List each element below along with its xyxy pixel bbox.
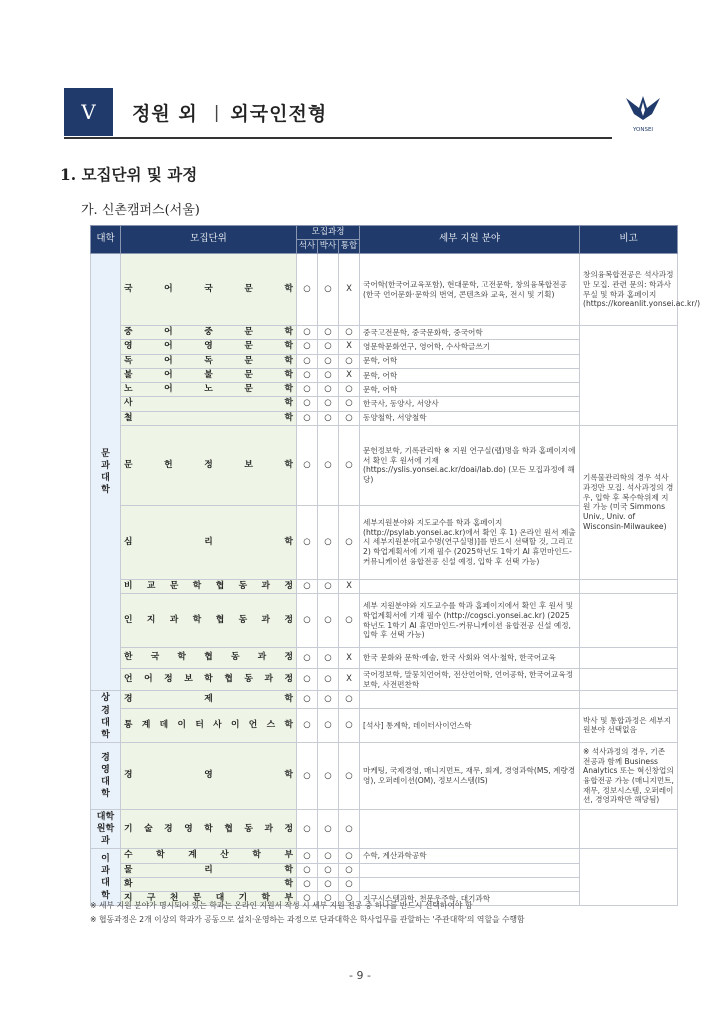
unit-name: 화 학	[124, 878, 293, 889]
doctoral-mark: ○	[318, 708, 339, 742]
table-row	[91, 691, 678, 708]
header-unit: 모집단위	[121, 226, 297, 254]
unit-name: 언 어 정 보 학 협 동 과 정	[124, 674, 293, 685]
unit-cell	[121, 877, 297, 891]
unit-name: 기 술 경 영 학 협 동 과 정	[124, 823, 293, 834]
college-cell	[91, 810, 121, 849]
program-table	[90, 225, 701, 906]
doctoral-mark: ○	[318, 691, 339, 708]
detail-cell: 문학, 어학	[360, 383, 580, 397]
detail-cell	[360, 579, 580, 593]
svg-text:YONSEI: YONSEI	[632, 127, 654, 133]
detail-cell: 문헌정보학, 기록관리학 ※ 지원 연구실(랩)명을 학과 홈페이지에서 확인 후 원서에 기재 (https://yslis.yonsei.ac.kr/doai/lab.do) (모든 모집과정에 해당)	[360, 425, 580, 505]
integrated-mark: X	[339, 340, 360, 354]
detail-cell	[360, 691, 580, 708]
integrated-mark: ○	[339, 505, 360, 579]
note-cell	[580, 326, 678, 426]
unit-name: 경 영 학	[124, 770, 293, 781]
unit-name: 한 국 학 협 동 과 정	[124, 652, 293, 663]
college-cell	[91, 254, 121, 691]
detail-cell: 세부 지원분야와 지도교수를 학과 홈페이지에서 확인 후 원서 및 학업계획서에 기재 필수 (http://cogsci.yonsei.ac.kr) (2025학년도 1학기 AI 휴먼마인드-커뮤니케이션 융합전공 신설 예정, 입학 후 선택 가능)	[360, 594, 580, 648]
note-cell	[580, 648, 678, 669]
doctoral-mark: ○	[318, 579, 339, 593]
unit-cell	[121, 849, 297, 863]
unit-cell	[121, 863, 297, 877]
detail-cell: 수학, 계산과학공학	[360, 849, 580, 863]
unit-cell	[121, 326, 297, 340]
masters-mark: ○	[297, 425, 318, 505]
page-number: - 9 -	[349, 969, 371, 982]
note-cell: 창의융복합전공은 석사과정만 모집. 관련 문의: 학과사무실 및 학과 홈페이지 (https://koreanlit.yonsei.ac.kr/)	[580, 254, 678, 326]
unit-name: 물 리 학	[124, 864, 293, 875]
note-cell	[580, 849, 678, 906]
doctoral-mark: ○	[318, 340, 339, 354]
detail-cell: 문학, 어학	[360, 354, 580, 368]
detail-cell	[360, 810, 580, 849]
table-row	[91, 594, 678, 648]
unit-cell	[121, 425, 297, 505]
unit-cell	[121, 708, 297, 742]
table-row	[91, 810, 678, 849]
integrated-mark: ○	[339, 425, 360, 505]
college-name: 상경대학	[101, 693, 110, 740]
unit-cell	[121, 669, 297, 691]
table-row	[91, 708, 678, 742]
college-cell	[91, 743, 121, 810]
footnote: ※ 협동과정은 2개 이상의 학과가 공동으로 설치·운영하는 과정으로 단과대학은 학사업무를 관할하는 '주관대학'의 역할을 수행함	[90, 915, 525, 924]
doctoral-mark: ○	[318, 254, 339, 326]
masters-mark: ○	[297, 849, 318, 863]
note-cell	[580, 810, 678, 849]
note-cell: ※ 석사과정의 경우, 기존 전공과 함께 Business Analytics 또는 혁신창업의 융합전공 가능 (매니지먼트, 재무, 정보시스템, 오퍼레이션, 경영과학만 해당됨)	[580, 743, 678, 810]
header-masters: 석사	[297, 240, 318, 254]
masters-mark: ○	[297, 254, 318, 326]
integrated-mark: ○	[339, 397, 360, 411]
table-row	[91, 579, 678, 593]
detail-cell: 지구시스템과학, 천문우주학, 대기과학	[360, 892, 580, 906]
masters-mark: ○	[297, 579, 318, 593]
masters-mark: ○	[297, 368, 318, 382]
integrated-mark: ○	[339, 411, 360, 425]
doctoral-mark: ○	[318, 383, 339, 397]
unit-cell	[121, 594, 297, 648]
unit-name: 문 헌 정 보 학	[124, 459, 293, 470]
unit-name: 사 학	[124, 398, 293, 409]
masters-mark: ○	[297, 397, 318, 411]
integrated-mark: ○	[339, 892, 360, 906]
unit-cell	[121, 354, 297, 368]
unit-cell	[121, 579, 297, 593]
doctoral-mark: ○	[318, 425, 339, 505]
detail-cell: 동양철학, 서양철학	[360, 411, 580, 425]
chapter-title-separator: |	[213, 102, 221, 123]
masters-mark: ○	[297, 648, 318, 669]
chapter-title-sub: 외국인전형	[230, 103, 328, 125]
unit-name: 비 교 문 학 협 동 과 정	[124, 580, 293, 591]
doctoral-mark: ○	[318, 648, 339, 669]
masters-mark: ○	[297, 354, 318, 368]
unit-cell	[121, 810, 297, 849]
doctoral-mark: ○	[318, 411, 339, 425]
table-row	[91, 326, 678, 340]
detail-cell: 국어학(한국어교육포함), 현대문학, 고전문학, 창의융복합전공(한국 언어문화·문학의 번역, 콘텐츠와 교육, 전시 및 기획)	[360, 254, 580, 326]
masters-mark: ○	[297, 810, 318, 849]
unit-name: 독 어 독 문 학	[124, 355, 293, 366]
header-program: 모집과정	[297, 226, 360, 240]
doctoral-mark: ○	[318, 892, 339, 906]
masters-mark: ○	[297, 411, 318, 425]
integrated-mark: ○	[339, 354, 360, 368]
masters-mark: ○	[297, 708, 318, 742]
footnote: ※ 세부 지원 분야가 명시되어 있는 학과는 온라인 지원서 작성 시 세부 지원 전공 중 하나를 반드시 선택하여야 함	[90, 901, 473, 910]
integrated-mark: X	[339, 669, 360, 691]
unit-name: 중 어 중 문 학	[124, 327, 293, 337]
header-college: 대학	[91, 226, 121, 254]
detail-cell	[360, 877, 580, 891]
detail-cell: 한국사, 동양사, 서양사	[360, 397, 580, 411]
yonsei-logo	[622, 90, 664, 134]
note-cell	[580, 691, 678, 708]
integrated-mark: ○	[339, 383, 360, 397]
chapter-number: Ⅴ	[81, 100, 96, 124]
header-doctoral: 박사	[318, 240, 339, 254]
note-cell	[580, 594, 678, 648]
detail-cell: 문학, 어학	[360, 368, 580, 382]
section-title: 1. 모집단위 및 과정	[60, 165, 198, 184]
masters-mark: ○	[297, 691, 318, 708]
masters-mark: ○	[297, 669, 318, 691]
doctoral-mark: ○	[318, 326, 339, 340]
integrated-mark: X	[339, 368, 360, 382]
detail-cell: 영문학문화연구, 영어학, 수사학글쓰기	[360, 340, 580, 354]
unit-cell	[121, 368, 297, 382]
college-cell	[91, 849, 121, 906]
masters-mark: ○	[297, 505, 318, 579]
integrated-mark: ○	[339, 326, 360, 340]
masters-mark: ○	[297, 877, 318, 891]
table-row	[91, 648, 678, 669]
unit-cell	[121, 648, 297, 669]
unit-cell	[121, 505, 297, 579]
unit-name: 심 리 학	[124, 536, 293, 547]
doctoral-mark: ○	[318, 594, 339, 648]
doctoral-mark: ○	[318, 877, 339, 891]
chapter-title-main: 정원 외	[132, 103, 198, 125]
detail-cell: 중국고전문학, 중국문화학, 중국어학	[360, 326, 580, 340]
integrated-mark: X	[339, 254, 360, 326]
unit-cell	[121, 383, 297, 397]
unit-cell	[121, 254, 297, 326]
unit-name: 인 지 과 학 협 동 과 정	[124, 614, 293, 625]
masters-mark: ○	[297, 892, 318, 906]
table-row	[91, 254, 678, 326]
program-table-body	[91, 254, 701, 906]
chapter-divider	[64, 137, 612, 139]
doctoral-mark: ○	[318, 368, 339, 382]
section-subtitle: 가. 신촌캠퍼스(서울)	[81, 203, 200, 218]
masters-mark: ○	[297, 743, 318, 810]
college-name: 경영대학	[101, 752, 110, 800]
table-row	[91, 849, 678, 863]
unit-cell	[121, 340, 297, 354]
integrated-mark: ○	[339, 594, 360, 648]
unit-cell	[121, 411, 297, 425]
chapter-number-box	[64, 88, 113, 136]
integrated-mark: ○	[339, 877, 360, 891]
doctoral-mark: ○	[318, 849, 339, 863]
unit-name: 지 구 천 문 대 기 학 부	[124, 893, 293, 904]
integrated-mark: ○	[339, 708, 360, 742]
unit-name: 철 학	[124, 412, 293, 423]
integrated-mark: ○	[339, 743, 360, 810]
doctoral-mark: ○	[318, 743, 339, 810]
college-name: 문과대학	[101, 448, 110, 496]
unit-cell	[121, 397, 297, 411]
detail-cell: 세부지원분야와 지도교수를 학과 홈페이지(http://psylab.yonsei.ac.kr)에서 확인 후 1) 온라인 원서 제출 시 세부지원분야[교수명(연구실명)]를 반드시 선택할 것, 그리고 2) 학업계획서에 기재 필수 (2025학년도 1학기 AI 휴먼마인드-커뮤니케이션 융합전공 신설 예정, 입학 후 선택 가능)	[360, 505, 580, 579]
integrated-mark: X	[339, 579, 360, 593]
masters-mark: ○	[297, 383, 318, 397]
doctoral-mark: ○	[318, 397, 339, 411]
unit-cell	[121, 691, 297, 708]
doctoral-mark: ○	[318, 354, 339, 368]
header-detail: 세부 지원 분야	[360, 226, 580, 254]
note-cell	[580, 669, 678, 691]
integrated-mark: ○	[339, 863, 360, 877]
unit-name: 국 어 국 문 학	[124, 283, 293, 294]
detail-cell: 국어정보학, 말뭉치언어학, 전산언어학, 언어공학, 한국어교육정보학, 사전편찬학	[360, 669, 580, 691]
chapter-title	[132, 99, 327, 126]
doctoral-mark: ○	[318, 669, 339, 691]
detail-cell: 한국 문화와 문학·예술, 한국 사회와 역사·철학, 한국어교육	[360, 648, 580, 669]
detail-cell: 마케팅, 국제경영, 매니지먼트, 재무, 회계, 경영과학(MS, 계량경영), 오퍼레이션(OM), 정보시스템(IS)	[360, 743, 580, 810]
doctoral-mark: ○	[318, 810, 339, 849]
header-integrated: 통합	[339, 240, 360, 254]
masters-mark: ○	[297, 326, 318, 340]
note-cell: 박사 및 통합과정은 세부지원분야 선택없음	[580, 708, 678, 742]
masters-mark: ○	[297, 863, 318, 877]
college-cell	[91, 691, 121, 743]
unit-name: 경 제 학	[124, 694, 293, 704]
college-name: 대학원학과	[96, 812, 115, 847]
doctoral-mark: ○	[318, 505, 339, 579]
header-note: 비고	[580, 226, 678, 254]
table-row	[91, 743, 678, 810]
integrated-mark: X	[339, 648, 360, 669]
integrated-mark: ○	[339, 691, 360, 708]
detail-cell: [석사] 통계학, 데이터사이언스학	[360, 708, 580, 742]
table-row	[91, 425, 678, 505]
masters-mark: ○	[297, 594, 318, 648]
note-cell	[580, 579, 678, 593]
unit-name: 수 학 계 산 학 부	[124, 850, 293, 861]
masters-mark: ○	[297, 340, 318, 354]
unit-name: 영 어 영 문 학	[124, 341, 293, 352]
unit-name: 노 어 노 문 학	[124, 384, 293, 394]
unit-name: 통 계 데 이 터 사 이 언 스 학	[124, 719, 293, 730]
note-cell: 기록물관리학의 경우 석사과정만 모집. 석사과정의 경우, 입학 후 복수학위제 지원 가능 (미국 Simmons Univ., Univ. of Wisconsin-Milwaukee)	[580, 425, 678, 579]
table-row	[91, 669, 678, 691]
unit-name: 불 어 불 문 학	[124, 369, 293, 380]
integrated-mark: ○	[339, 810, 360, 849]
unit-cell	[121, 743, 297, 810]
doctoral-mark: ○	[318, 863, 339, 877]
detail-cell	[360, 863, 580, 877]
college-name: 이과대학	[101, 854, 110, 901]
integrated-mark: ○	[339, 849, 360, 863]
